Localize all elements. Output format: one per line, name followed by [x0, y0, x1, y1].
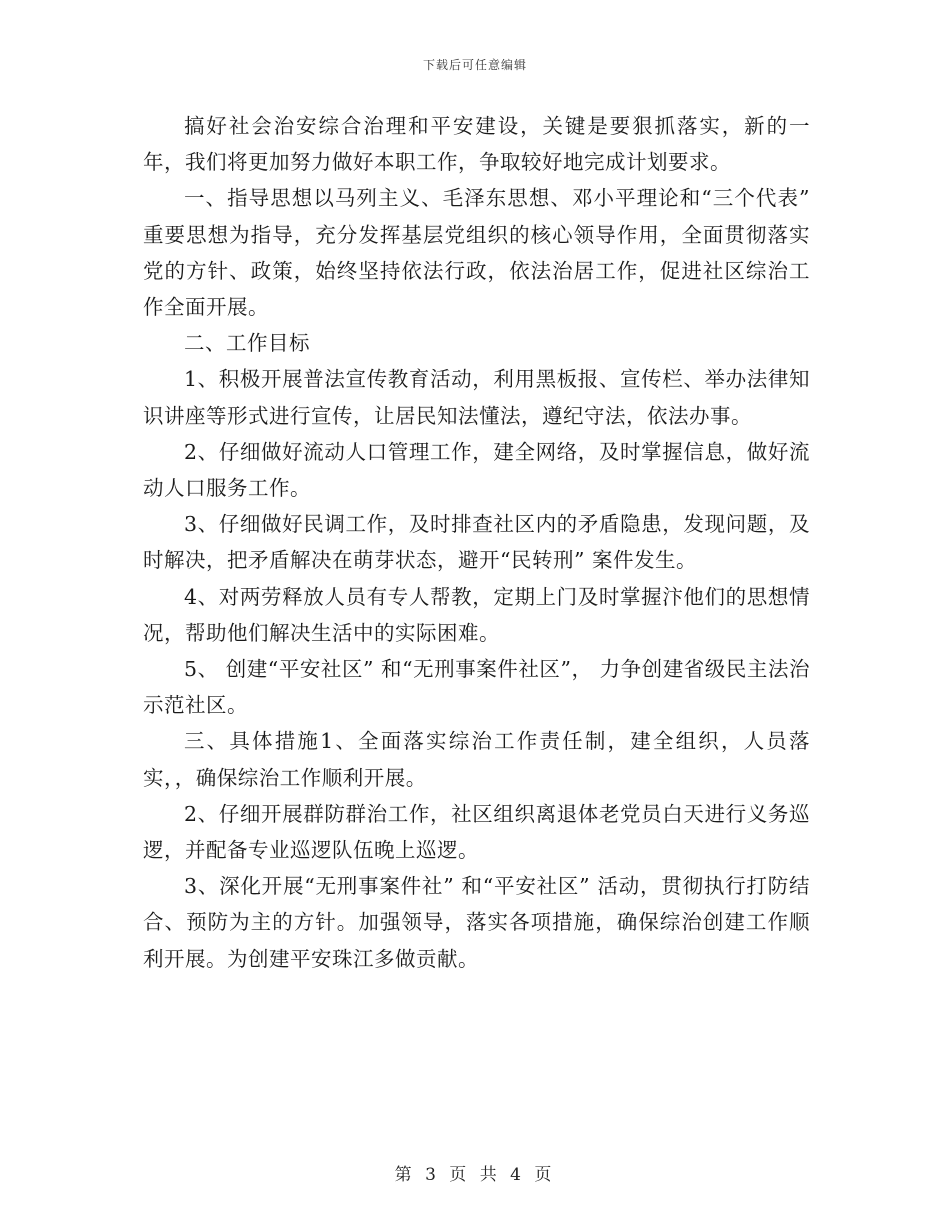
paragraph-goal-3: 3、仔细做好民调工作，及时排查社区内的矛盾隐患，发现问题，及时解决，把矛盾解决在萌芽状态，避开“民转刑” 案件发生。 — [143, 512, 810, 573]
document-body — [143, 108, 810, 977]
paragraph-goal-4: 4、对两劳释放人员有专人帮教，定期上门及时掌握汴他们的思想情况，帮助他们解决生活中的实际困难。 — [143, 584, 810, 645]
paragraph-goal-1: 1、积极开展普法宣传教育活动，利用黑板报、宣传栏、举办法律知识讲座等形式进行宣传，让居民知法懂法，遵纪守法，依法办事。 — [143, 367, 810, 428]
paragraph-goal-5: 5、 创建“平安社区” 和“无刑事案件社区”， 力争创建省级民主法治示范社区。 — [143, 657, 810, 718]
page-number-footer: 第 3 页 共 4 页 — [394, 1165, 556, 1185]
paragraph-guiding-ideology: 一、指导思想以马列主义、毛泽东思想、邓小平理论和“三个代表” 重要思想为指导，充分发挥基层党组织的核心领导作用，全面贯彻落实党的方针、政策，始终坚持依法行政，依法治居工作，促进社区综治工作全面开展。 — [143, 186, 810, 320]
paragraph-measures-3: 3、深化开展“无刑事案件社” 和“平安社区” 活动，贯彻执行打防结合、预防为主的方针。加强领导，落实各项措施，确保综治创建工作顺利开展。为创建平安珠江多做贡献。 — [143, 874, 810, 971]
page-header-note: 下载后可任意编辑 — [422, 58, 527, 72]
paragraph-intro: 搞好社会治安综合治理和平安建设，关键是要狠抓落实，新的一年，我们将更加努力做好本职工作，争取较好地完成计划要求。 — [143, 114, 810, 175]
paragraph-measures-1: 三、具体措施1、全面落实综治工作责任制，建全组织，人员落实，，确保综治工作顺利开展。 — [143, 729, 810, 790]
section-heading-goals: 二、工作目标 — [184, 331, 310, 356]
paragraph-measures-2: 2、仔细开展群防群治工作，社区组织离退体老党员白天进行义务巡逻，并配备专业巡逻队伍晚上巡逻。 — [143, 801, 810, 863]
paragraph-goal-2: 2、仔细做好流动人口管理工作，建全网络，及时掌握信息，做好流动人口服务工作。 — [143, 439, 810, 501]
